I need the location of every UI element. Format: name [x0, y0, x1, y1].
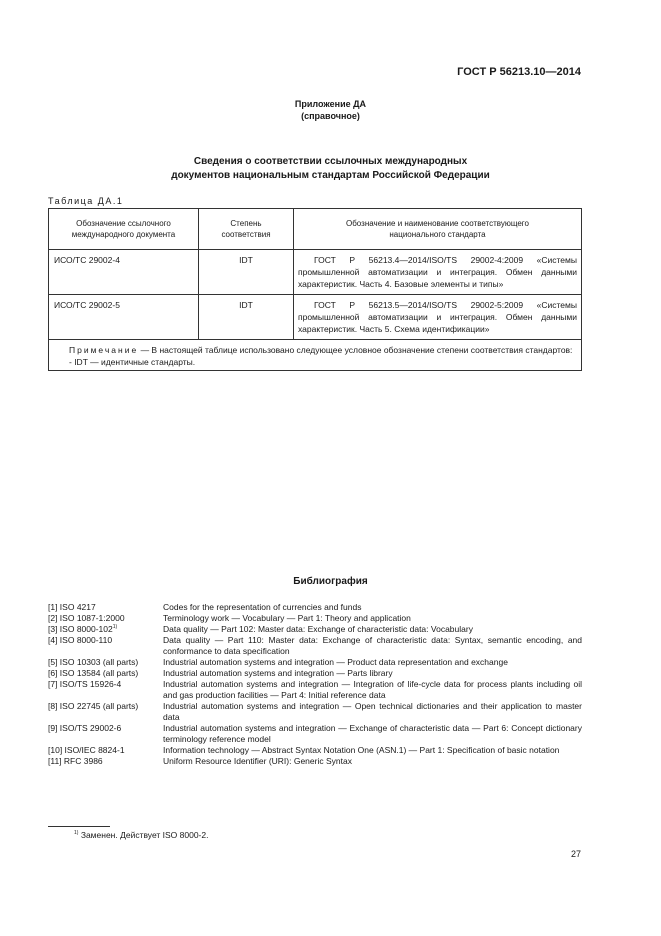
bibliography-text: Industrial automation systems and integration — Parts library	[163, 668, 393, 678]
bibliography-ref: [6] ISO 13584 (all parts)	[48, 668, 139, 678]
note-label: Примечание	[69, 345, 139, 355]
bibliography-text: Uniform Resource Identifier (URI): Generic Syntax	[163, 756, 352, 766]
cell-doc: ИСО/ТС 29002-4	[49, 250, 199, 295]
bibliography-item	[48, 723, 582, 745]
header-national-standard: Обозначение и наименование соответствующего национального стандарта	[294, 209, 582, 250]
bibliography-ref: [11] RFC 3986	[48, 756, 103, 766]
appendix-type: (справочное)	[301, 111, 360, 121]
section-title-line-1: Сведения о соответствии ссылочных международных	[193, 156, 468, 167]
bibliography-text: Industrial automation systems and integration — Exchange of characteristic data — Part 6: Concept dictionary terminology reference model	[163, 723, 582, 744]
bibliography-item	[48, 624, 582, 635]
cell-doc: ИСО/ТС 29002-5	[49, 295, 199, 340]
cell-national: ГОСТ Р 56213.5—2014/ISO/TS 29002-5:2009 «Системы промышленной автоматизации и интеграция. Обмен данными характеристик. Часть 5. Схема идентификации»	[294, 295, 582, 340]
bibliography-ref: [5] ISO 10303 (all parts)	[48, 657, 139, 667]
section-title-line-2: документов национальным стандартам Российской Федерации	[171, 170, 490, 181]
cell-degree: IDT	[199, 295, 294, 340]
footnote-divider	[48, 826, 110, 827]
cell-national: ГОСТ Р 56213.4—2014/ISO/TS 29002-4:2009 «Системы промышленной автоматизации и интеграция. Обмен данными характеристик. Часть 4. Базовые элементы и типы»	[294, 250, 582, 295]
bibliography-ref: [9] ISO/TS 29002-6	[48, 723, 122, 733]
bibliography-ref: [4] ISO 8000-110	[48, 635, 113, 645]
bibliography-item	[48, 613, 582, 624]
table-header-row	[49, 209, 582, 250]
document-code: ГОСТ Р 56213.10—2014	[457, 66, 581, 78]
correspondence-table	[48, 208, 582, 371]
bibliography-list	[48, 602, 582, 767]
bibliography-item	[48, 679, 582, 701]
bibliography-ref: [3] ISO 8000-102$^{1)}$	[48, 624, 118, 634]
bibliography-item	[48, 701, 582, 723]
bibliography-item	[48, 657, 582, 668]
page-number: 27	[570, 849, 581, 859]
bibliography-text: Industrial automation systems and integration — Product data representation and exchange	[163, 657, 508, 667]
footnote-text: Заменен. Действует ISO 8000-2.	[78, 830, 209, 840]
bibliography-ref: [7] ISO/TS 15926-4	[48, 679, 122, 689]
bibliography-ref: [8] ISO 22745 (all parts)	[48, 701, 139, 711]
bibliography-text: Codes for the representation of currencies and funds	[163, 602, 362, 612]
note-item: - IDT — идентичные стандарты.	[69, 357, 196, 367]
table-row	[49, 250, 582, 295]
section-title	[0, 155, 661, 183]
table-caption: Таблица ДА.1	[48, 196, 124, 206]
header-degree: Степень соответствия	[199, 209, 294, 250]
appendix-label: Приложение ДА	[294, 99, 367, 109]
table-row	[49, 295, 582, 340]
bibliography-title: Библиография	[293, 576, 368, 587]
footnote-mark: 1)	[74, 830, 79, 837]
bibliography-text: Industrial automation systems and integration — Open technical dictionaries and their application to master data	[163, 701, 582, 722]
bibliography-item	[48, 635, 582, 657]
cell-degree: IDT	[199, 250, 294, 295]
bibliography-ref: [2] ISO 1087-1:2000	[48, 613, 125, 623]
footnote	[74, 830, 208, 840]
footnote-ref-mark: 1)	[112, 624, 118, 631]
bibliography-text: Information technology — Abstract Syntax Notation One (ASN.1) — Part 1: Specification of basic notation	[163, 745, 560, 755]
bibliography-ref: [10] ISO/IEC 8824-1	[48, 745, 125, 755]
bibliography-text: Industrial automation systems and integration — Integration of life-cycle data for process plants including oil and gas production facilities — Part 4: Initial reference data	[163, 679, 582, 700]
table-note	[49, 340, 582, 371]
bibliography-text: Terminology work — Vocabulary — Part 1: Theory and application	[163, 613, 411, 623]
bibliography-item	[48, 668, 582, 679]
note-text: — В настоящей таблице использовано следующее условное обозначение степени соответствия стандартов:	[138, 345, 573, 355]
bibliography-text: Data quality — Part 102: Master data: Exchange of characteristic data: Vocabulary	[163, 624, 473, 634]
table-note-row	[49, 340, 582, 371]
bibliography-item	[48, 756, 582, 767]
bibliography-ref: [1] ISO 4217	[48, 602, 96, 612]
header-international-doc: Обозначение ссылочного международного документа	[49, 209, 199, 250]
bibliography-item	[48, 745, 582, 756]
appendix-heading	[0, 98, 661, 122]
bibliography-text: Data quality — Part 110: Master data: Exchange of characteristic data: Syntax, semantic encoding, and conformance to data specification	[163, 635, 582, 656]
bibliography-item	[48, 602, 582, 613]
